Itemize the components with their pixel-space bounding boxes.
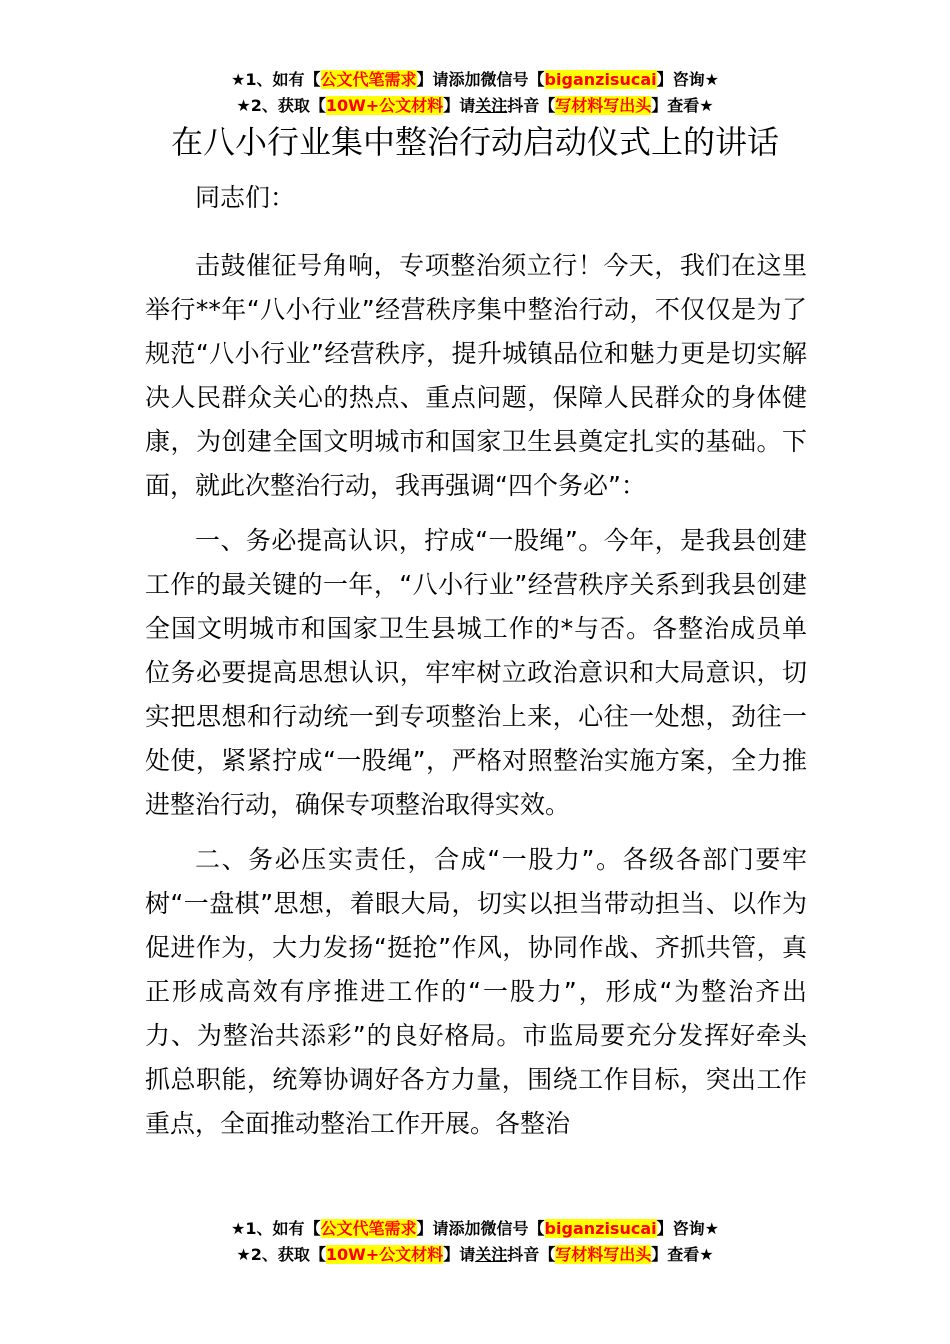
promo-text: 抖音【 (507, 96, 556, 115)
promo-highlight: 10W+公文材料 (325, 96, 444, 115)
promo-highlight: biganzisucai (544, 70, 657, 89)
promo-text: 】咨询★ (656, 1219, 719, 1238)
promo-line-1 (0, 1216, 950, 1242)
paragraph: 一、务必提高认识，拧成“一股绳”。今年，是我县创建工作的最关键的一年，“八小行业”经营秩序关系到我县创建全国文明城市和国家卫生县城工作的*与否。各整治成员单位务必要提高思想认识，牢牢树立政治意识和大局意识，切实把思想和行动统一到专项整治上来，心往一处想，劲往一处使，紧紧拧成“一股绳”，严格对照整治实施方案，全力推进整治行动，确保专项整治取得实效。 (145, 526, 807, 819)
promo-text: 抖音【 (507, 1245, 556, 1264)
footer-promo-banner (0, 1216, 950, 1268)
promo-highlight: biganzisucai (544, 1219, 657, 1238)
promo-underlined: 关注 (475, 96, 508, 115)
paragraph: 二、务必压实责任，合成“一股力”。各级各部门要牢树“一盘棋”思想，着眼大局，切实以担当带动担当、以作为促进作为，大力发扬“挺抢”作风，协同作战、齐抓共管，真正形成高效有序推进工作的“一股力”，形成“为整治齐出力、为整治共添彩”的良好格局。市监局要充分发挥好牵头抓总职能，统筹协调好各方力量，围绕工作目标，突出工作重点，全面推动整治工作开展。各整治 (145, 845, 807, 1138)
promo-text: 】请 (443, 96, 476, 115)
promo-text: ★2、获取【 (236, 96, 326, 115)
promo-text: 】查看★ (651, 1245, 714, 1264)
promo-underlined: 关注 (475, 1245, 508, 1264)
promo-highlight: 写材料写出头 (555, 96, 652, 115)
promo-text: ★2、获取【 (236, 1245, 326, 1264)
document-body (145, 176, 807, 1157)
promo-line-1 (0, 67, 950, 93)
promo-highlight: 公文代笔需求 (320, 70, 417, 89)
promo-text: 】请添加微信号【 (416, 1219, 545, 1238)
promo-line-2 (0, 1242, 950, 1268)
promo-highlight: 写材料写出头 (555, 1245, 652, 1264)
promo-text: 】请 (443, 1245, 476, 1264)
document-title: 在八小行业集中整治行动启动仪式上的讲话 (170, 123, 779, 161)
promo-highlight: 10W+公文材料 (325, 1245, 444, 1264)
promo-text: 】咨询★ (656, 70, 719, 89)
promo-text: 】查看★ (651, 96, 714, 115)
header-promo-banner (0, 67, 950, 119)
promo-line-2 (0, 93, 950, 119)
promo-text: ★1、如有【 (231, 70, 321, 89)
promo-highlight: 公文代笔需求 (320, 1219, 417, 1238)
promo-text: 】请添加微信号【 (416, 70, 545, 89)
greeting: 同志们： (195, 183, 296, 212)
paragraph: 击鼓催征号角响，专项整治须立行！今天，我们在这里举行**年“八小行业”经营秩序集中整治行动，不仅仅是为了规范“八小行业”经营秩序，提升城镇品位和魅力更是切实解决人民群众关心的热点、重点问题，保障人民群众的身体健康，为创建全国文明城市和国家卫生县奠定扎实的基础。下面，就此次整治行动，我再强调“四个务必”： (145, 251, 807, 500)
promo-text: ★1、如有【 (231, 1219, 321, 1238)
